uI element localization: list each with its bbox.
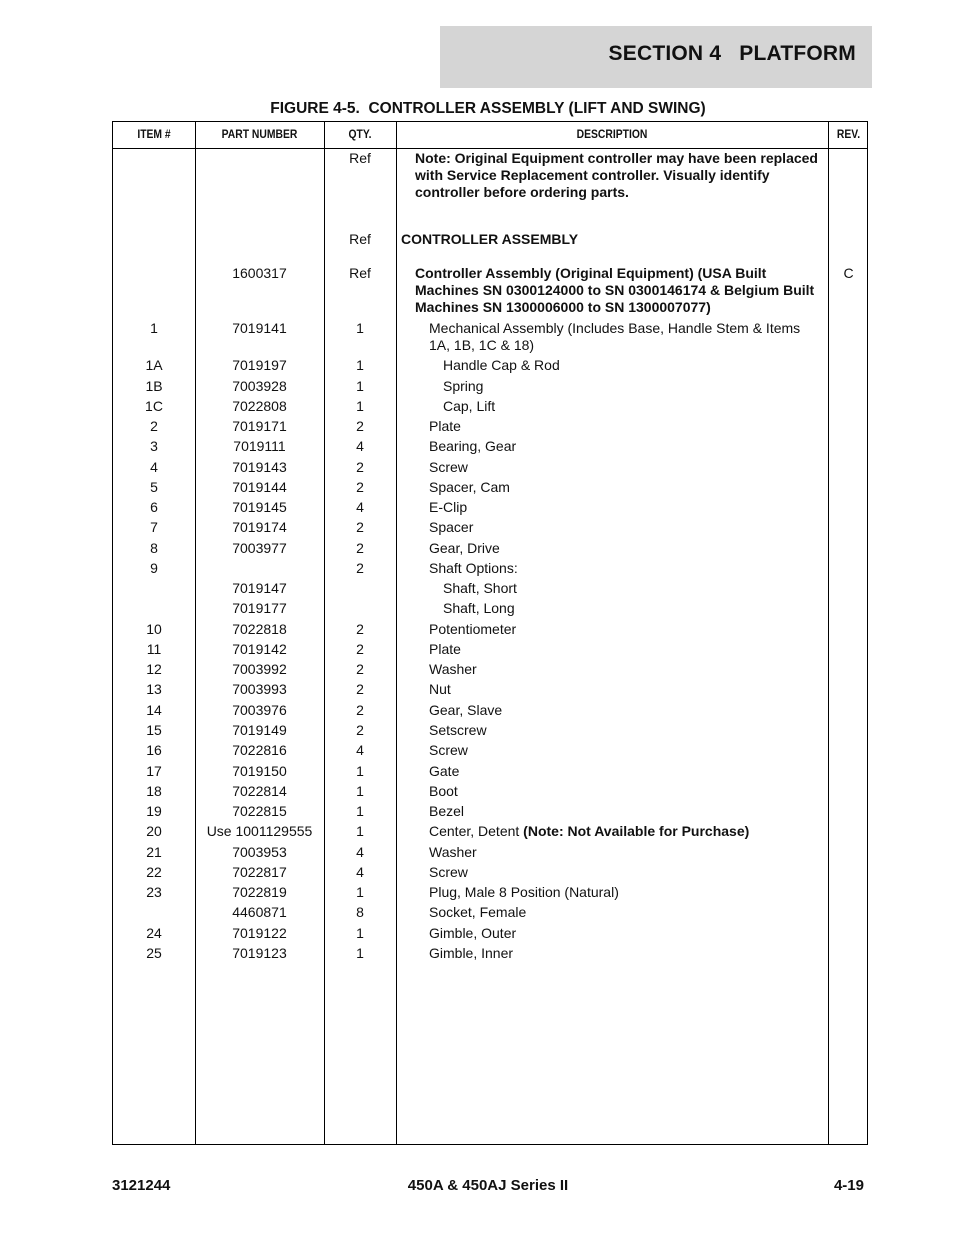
description — [429, 519, 820, 536]
part-number: 7022815 — [232, 803, 287, 819]
item-number: 12 — [146, 661, 162, 677]
quantity: 2 — [356, 519, 364, 535]
description — [443, 378, 820, 395]
description-text: Cap, Lift — [443, 398, 496, 414]
section-title: SECTION 4 PLATFORM — [608, 42, 856, 65]
description — [429, 742, 820, 759]
description — [429, 702, 820, 719]
quantity: 1 — [356, 823, 364, 839]
part-number: 7019177 — [232, 600, 287, 616]
quantity: 2 — [356, 540, 364, 556]
part-number: 7019111 — [233, 438, 286, 454]
column-header-item: ITEM # — [137, 129, 171, 141]
column-header-qty: QTY. — [348, 129, 372, 141]
quantity: Ref — [349, 231, 371, 247]
description — [429, 722, 820, 739]
quantity: 1 — [356, 884, 364, 900]
quantity: 1 — [356, 945, 364, 961]
item-number: 6 — [150, 499, 158, 515]
column-header-description: DESCRIPTION — [576, 129, 648, 141]
footer-doc-number: 3121244 — [112, 1177, 171, 1194]
description — [429, 459, 820, 476]
part-number: 7022816 — [232, 742, 287, 758]
description — [429, 681, 820, 698]
part-number: 7003953 — [232, 844, 287, 860]
item-number: 13 — [146, 681, 162, 697]
revision: C — [843, 265, 854, 281]
description — [443, 580, 820, 597]
item-number: 11 — [146, 641, 162, 657]
quantity: 1 — [356, 925, 364, 941]
part-number: 7019147 — [232, 580, 287, 596]
part-number: 7019150 — [232, 763, 287, 779]
item-number: 22 — [146, 864, 162, 880]
quantity: 2 — [356, 560, 364, 576]
description — [429, 641, 820, 658]
description — [429, 925, 820, 942]
description-text: Handle Cap & Rod — [443, 357, 560, 373]
part-number: 7003992 — [232, 661, 287, 677]
description — [429, 803, 820, 820]
description-text: E-Clip — [429, 499, 468, 515]
part-number: 7003976 — [232, 702, 287, 718]
item-number: 21 — [146, 844, 162, 860]
description-text: Gate — [429, 763, 460, 779]
part-number: 7019141 — [232, 320, 287, 336]
part-number: 7003993 — [232, 681, 287, 697]
item-number: 4 — [150, 459, 158, 475]
description — [429, 661, 820, 678]
description-text: Controller Assembly (Original Equipment) (USA Built Machines SN 0300124000 to SN 0300146174 & Belgium Built Machines SN 1300006000 to SN 1300007077) — [415, 265, 815, 315]
quantity: 2 — [356, 479, 364, 495]
quantity: 2 — [356, 641, 364, 657]
part-number: 7019122 — [232, 925, 287, 941]
quantity: 2 — [356, 722, 364, 738]
description — [429, 844, 820, 861]
description — [429, 560, 820, 577]
part-number: 4460871 — [232, 904, 287, 920]
description — [443, 600, 820, 617]
description — [429, 763, 820, 780]
description — [415, 265, 820, 316]
part-number: 7022819 — [232, 884, 287, 900]
item-number: 1B — [145, 378, 163, 394]
quantity: 2 — [356, 661, 364, 677]
quantity: 2 — [356, 621, 364, 637]
description-text: Washer — [429, 844, 477, 860]
quantity: 1 — [356, 320, 364, 336]
description — [429, 438, 820, 455]
description-text: Screw — [429, 742, 468, 758]
description — [429, 823, 820, 840]
description-text: Potentiometer — [429, 621, 517, 637]
item-number: 19 — [146, 803, 162, 819]
item-number: 7 — [150, 519, 158, 535]
part-number: 7022818 — [232, 621, 287, 637]
description-text: Shaft, Short — [443, 580, 517, 596]
item-number: 20 — [146, 823, 162, 839]
item-number: 14 — [146, 702, 162, 718]
item-number: 16 — [146, 742, 162, 758]
quantity: 1 — [356, 357, 364, 373]
quantity: 2 — [356, 459, 364, 475]
description-text: Spring — [443, 378, 484, 394]
parts-table — [112, 121, 868, 1145]
description-text: Socket, Female — [429, 904, 527, 920]
column-header-part-number: PART NUMBER — [221, 129, 298, 141]
description — [429, 479, 820, 496]
quantity: Ref — [349, 265, 371, 281]
item-number: 18 — [146, 783, 162, 799]
description — [429, 499, 820, 516]
description-text: Bearing, Gear — [429, 438, 517, 454]
item-number: 1 — [150, 320, 158, 336]
item-number: 2 — [150, 418, 158, 434]
header-divider — [113, 148, 867, 149]
quantity: 2 — [356, 681, 364, 697]
section-banner — [440, 26, 872, 88]
description-text: Spacer, Cam — [429, 479, 510, 495]
part-number: 7019174 — [232, 519, 287, 535]
description-text: Plate — [429, 641, 461, 657]
description — [429, 904, 820, 921]
description — [429, 783, 820, 800]
quantity: 4 — [356, 844, 364, 860]
quantity: Ref — [349, 150, 371, 166]
description-text: Spacer — [429, 519, 474, 535]
description — [429, 320, 820, 354]
part-number: 7022808 — [232, 398, 287, 414]
description — [429, 540, 820, 557]
part-number: 7003977 — [232, 540, 287, 556]
footer-model: 450A & 450AJ Series II — [407, 1177, 569, 1194]
column-divider — [396, 122, 397, 1144]
part-number: 7019142 — [232, 641, 287, 657]
quantity: 2 — [356, 702, 364, 718]
description-text: Shaft, Long — [443, 600, 515, 616]
quantity: 4 — [356, 864, 364, 880]
description-text: Screw — [429, 864, 468, 880]
part-number: 7019145 — [232, 499, 287, 515]
part-number: 7019123 — [232, 945, 287, 961]
description — [429, 884, 820, 901]
item-number: 15 — [146, 722, 162, 738]
description-note: (Note: Not Available for Purchase) — [523, 823, 750, 839]
description — [443, 398, 820, 415]
quantity: 1 — [356, 398, 364, 414]
description-text: Nut — [429, 681, 451, 697]
item-number: 17 — [146, 763, 162, 779]
quantity: 1 — [356, 763, 364, 779]
item-number: 5 — [150, 479, 158, 495]
description-text: Gimble, Inner — [429, 945, 514, 961]
description — [429, 945, 820, 962]
item-number: 8 — [150, 540, 158, 556]
item-number: 23 — [146, 884, 162, 900]
part-number: 7022817 — [232, 864, 287, 880]
description — [429, 418, 820, 435]
description — [401, 231, 820, 248]
quantity: 1 — [356, 378, 364, 394]
description-text: Washer — [429, 661, 477, 677]
part-number: Use 1001129555 — [206, 823, 313, 839]
quantity: 4 — [356, 438, 364, 454]
item-number: 3 — [150, 438, 158, 454]
part-number: 7019197 — [232, 357, 287, 373]
description-text: Plate — [429, 418, 461, 434]
item-number: 25 — [146, 945, 162, 961]
item-number: 10 — [146, 621, 162, 637]
quantity: 4 — [356, 742, 364, 758]
item-number: 1A — [145, 357, 163, 373]
quantity: 8 — [356, 904, 364, 920]
part-number: 1600317 — [232, 265, 287, 281]
quantity: 1 — [356, 783, 364, 799]
description-text: Note: Original Equipment controller may have been replaced with Service Replacement controller. Visually identify controller before ordering parts. — [415, 150, 818, 200]
part-number: 7019143 — [232, 459, 287, 475]
description — [429, 621, 820, 638]
description-text: Mechanical Assembly (Includes Base, Handle Stem & Items 1A, 1B, 1C & 18) — [429, 320, 801, 353]
description-text: Boot — [429, 783, 458, 799]
quantity: 1 — [356, 803, 364, 819]
part-number: 7019144 — [232, 479, 287, 495]
description-text: Gear, Slave — [429, 702, 503, 718]
part-number: 7019171 — [232, 418, 287, 434]
description — [429, 864, 820, 881]
description-text: Screw — [429, 459, 468, 475]
description — [443, 357, 820, 374]
part-number: 7003928 — [232, 378, 287, 394]
description-text: Setscrew — [429, 722, 487, 738]
description-text: CONTROLLER ASSEMBLY — [401, 231, 579, 247]
item-number: 1C — [145, 398, 163, 414]
item-number: 24 — [146, 925, 162, 941]
part-number: 7019149 — [232, 722, 287, 738]
column-header-rev: REV. — [836, 129, 861, 141]
quantity: 4 — [356, 499, 364, 515]
description-text: Bezel — [429, 803, 465, 819]
description-text: Shaft Options: — [429, 560, 518, 576]
description-text: Plug, Male 8 Position (Natural) — [429, 884, 619, 900]
item-number: 9 — [150, 560, 158, 576]
description-text: Gear, Drive — [429, 540, 500, 556]
quantity: 2 — [356, 418, 364, 434]
description-text: Center, Detent — [429, 823, 524, 839]
description-text: Gimble, Outer — [429, 925, 517, 941]
figure-title: FIGURE 4-5. CONTROLLER ASSEMBLY (LIFT AND SWING) — [270, 100, 706, 117]
footer-page-number: 4-19 — [833, 1177, 864, 1194]
part-number: 7022814 — [232, 783, 287, 799]
description — [415, 150, 820, 201]
